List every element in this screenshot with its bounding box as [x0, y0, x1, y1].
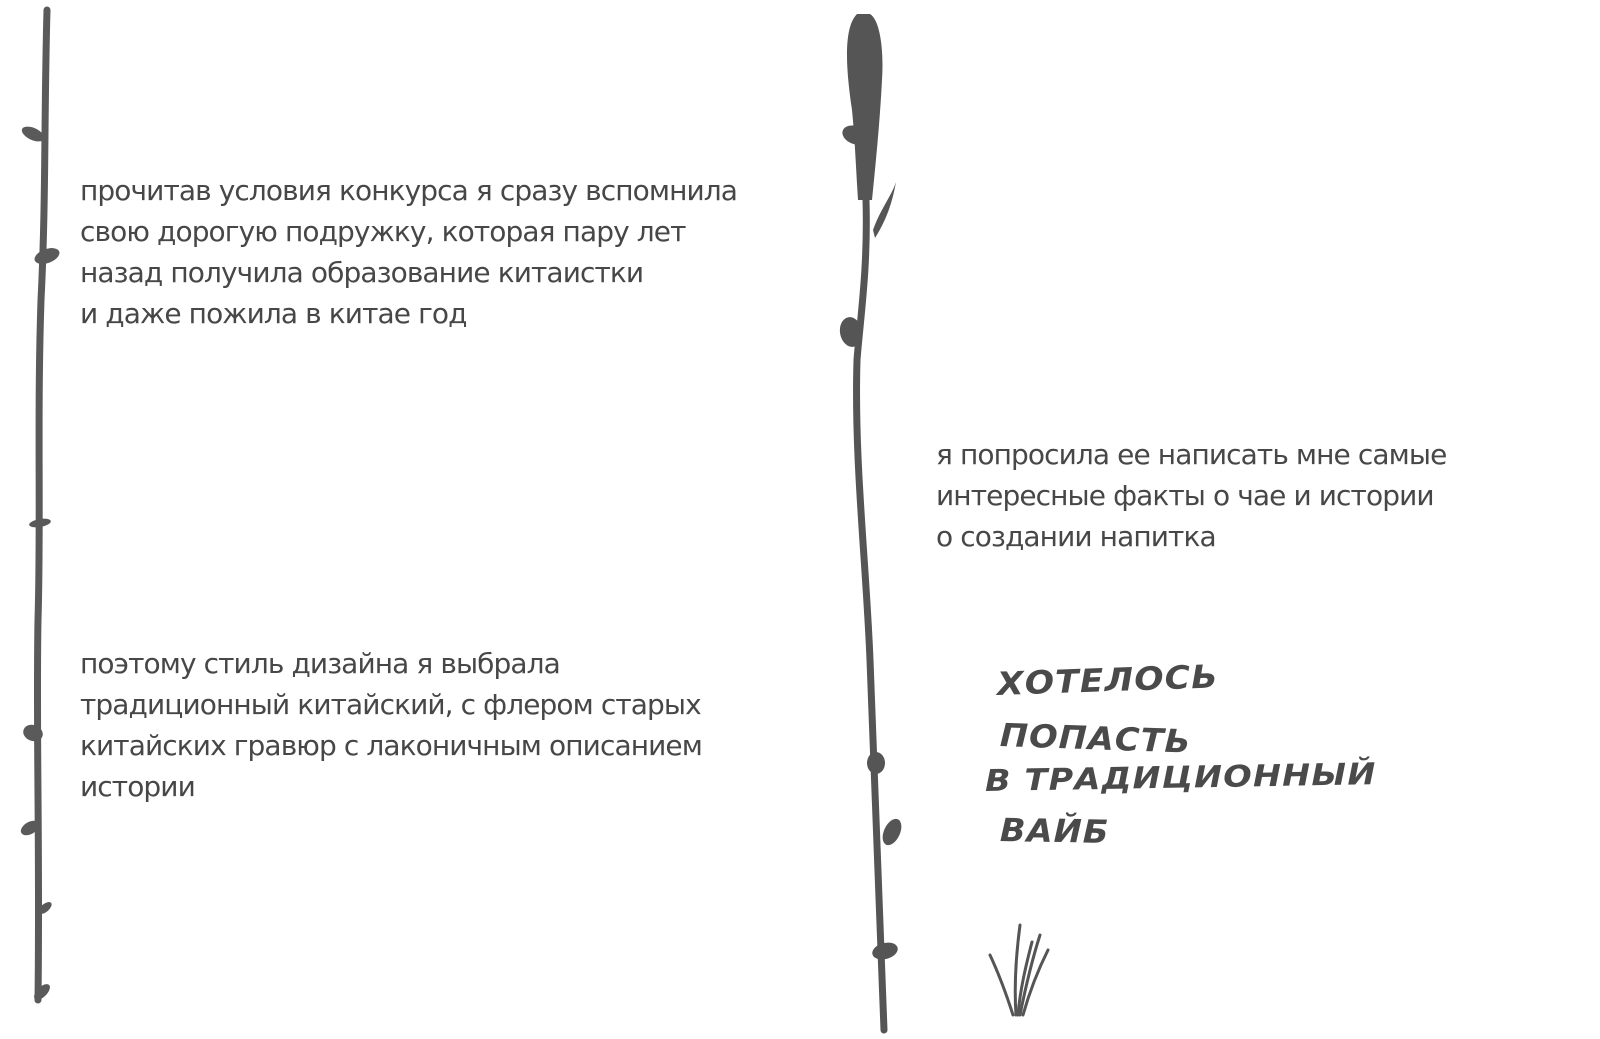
right-branch-top-segment	[847, 14, 883, 200]
paragraph-line: и даже пожила в китае год	[80, 297, 467, 330]
handwritten-text: ПОПАСТЬ	[999, 716, 1192, 761]
paragraph-line: о создании напитка	[936, 520, 1216, 553]
right-branch-stem	[857, 200, 884, 1030]
left-branch-leaf	[21, 722, 45, 744]
paragraph-line: интересные факты о чае и истории	[936, 479, 1434, 512]
grass-tuft	[990, 925, 1048, 1015]
paragraph-line: истории	[80, 770, 195, 803]
tea-facts-paragraph	[936, 434, 1446, 557]
handwritten-text: ВАЙБ	[999, 811, 1110, 851]
paragraph-line: прочитав условия конкурса я сразу вспомнила	[80, 174, 738, 207]
right-branch-leaf	[873, 182, 896, 238]
right-branch-leaf	[867, 752, 885, 774]
handwritten-line	[996, 654, 1219, 706]
handwritten-line	[1000, 808, 1110, 854]
contest-paragraph	[80, 170, 737, 334]
right-bamboo-branch	[838, 14, 906, 1030]
paragraph-line: поэтому стиль дизайна я выбрала	[80, 647, 560, 680]
left-branch-stem	[37, 10, 47, 1000]
right-branch-leaf	[879, 816, 905, 848]
handwritten-line	[985, 753, 1377, 804]
left-branch-leaf	[32, 245, 61, 267]
right-branch-leaf	[870, 940, 899, 962]
paragraph-line: назад получила образование китаистки	[80, 256, 644, 289]
design-style-paragraph	[80, 643, 702, 807]
left-bamboo-branch	[18, 10, 61, 1003]
handwritten-text: В ТРАДИЦИОННЫЙ	[984, 757, 1377, 799]
paragraph-line: я попросила ее написать мне самые	[936, 438, 1447, 471]
paragraph-line: свою дорогую подружку, которая пару лет	[80, 215, 686, 248]
handwritten-text: ХОТЕЛОСЬ	[996, 657, 1220, 703]
paragraph-line: китайских гравюр с лаконичным описанием	[80, 729, 702, 762]
paragraph-line: традиционный китайский, с флером старых	[80, 688, 701, 721]
grass-blade	[990, 955, 1013, 1015]
